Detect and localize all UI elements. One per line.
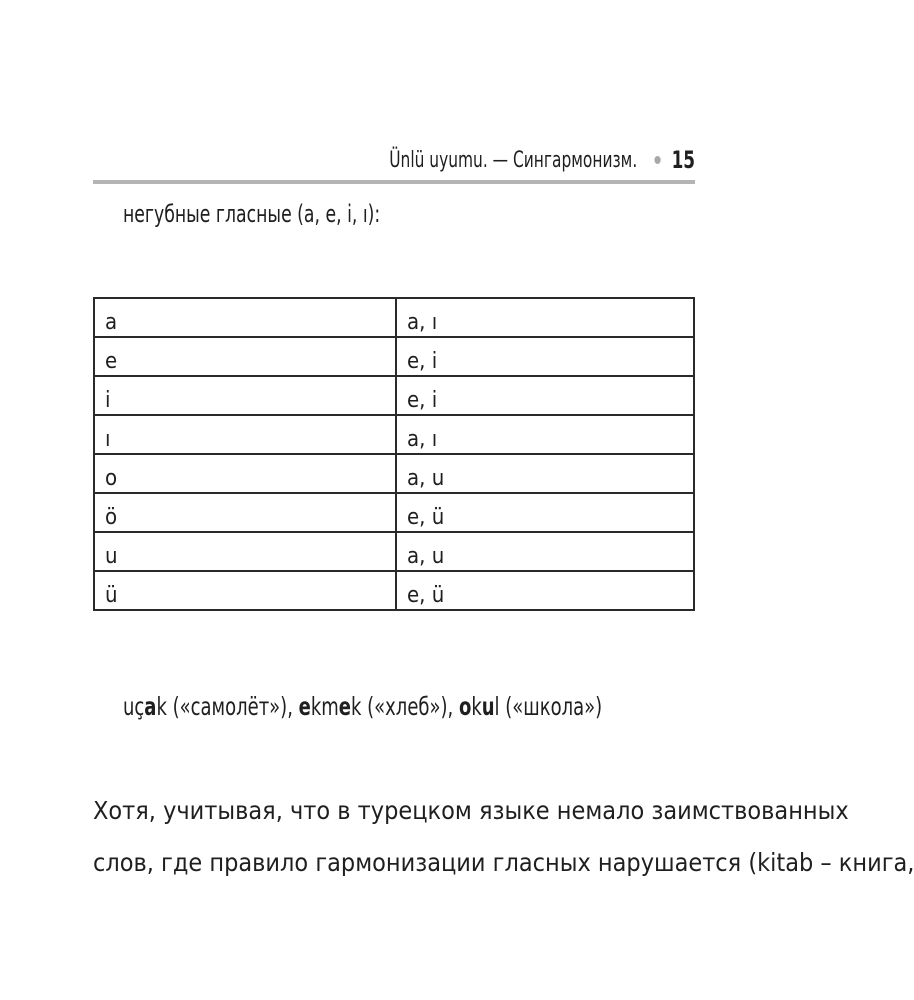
- word-okul-vowel: o: [458, 692, 472, 721]
- table-row: [94, 571, 694, 610]
- word-okul-part: k: [471, 692, 482, 721]
- table-row: [94, 376, 694, 415]
- vowel-cell: ı: [94, 415, 396, 454]
- word-ucak-part: uç: [123, 692, 145, 721]
- vowel-cell: ü: [94, 571, 396, 610]
- vowel-cell: u: [94, 532, 396, 571]
- vowel-cell: ö: [94, 493, 396, 532]
- vowel-harmony-table: [93, 297, 695, 611]
- table-row: [94, 337, 694, 376]
- vowel-cell: a: [94, 298, 396, 337]
- page-number: 15: [671, 146, 695, 174]
- vowel-cell: e: [94, 337, 396, 376]
- intro-text: негубные гласные (a, e, i, ı):: [123, 200, 381, 228]
- harmony-cell: e, i: [396, 376, 694, 415]
- word-ekmek-part: km: [310, 692, 339, 721]
- table-row: [94, 454, 694, 493]
- harmony-cell: a, u: [396, 532, 694, 571]
- examples-text: [123, 692, 602, 721]
- paragraph-text-1: Хотя, учитывая, что в турецком языке немало заимствованных: [93, 796, 849, 825]
- table-row: [94, 415, 694, 454]
- intro-line: [123, 200, 445, 228]
- running-title: Ünlü uyumu. — Сингармонизм.: [389, 147, 638, 173]
- word-ucak-part: k: [156, 692, 167, 721]
- header-rule: [93, 180, 695, 184]
- paragraph-line-1: [93, 796, 849, 825]
- word-okul-part: l: [494, 692, 500, 721]
- running-header: [225, 144, 695, 176]
- table-row: [94, 532, 694, 571]
- bullet-separator-icon: [654, 156, 660, 164]
- gloss-ekmek: («хлеб»),: [361, 692, 459, 721]
- paragraph-line-2: [93, 848, 914, 877]
- word-ucak-vowel: a: [144, 692, 157, 721]
- harmony-cell: e, ü: [396, 493, 694, 532]
- table-row: [94, 298, 694, 337]
- gloss-ucak: («самолёт»),: [166, 692, 299, 721]
- examples-line: [123, 692, 722, 721]
- harmony-cell: e, ü: [396, 571, 694, 610]
- harmony-cell: a, u: [396, 454, 694, 493]
- paragraph-text-2: слов, где правило гармонизации гласных нарушается (kitab – книга,: [93, 848, 914, 877]
- table-row: [94, 493, 694, 532]
- vowel-cell: o: [94, 454, 396, 493]
- harmony-cell: a, ı: [396, 298, 694, 337]
- gloss-okul: («школа»): [499, 692, 603, 721]
- harmony-cell: a, ı: [396, 415, 694, 454]
- word-okul-vowel: u: [481, 692, 495, 721]
- word-ekmek-part: k: [351, 692, 362, 721]
- word-ekmek-vowel: e: [298, 692, 311, 721]
- word-ekmek-vowel: e: [338, 692, 351, 721]
- harmony-cell: e, i: [396, 337, 694, 376]
- vowel-cell: i: [94, 376, 396, 415]
